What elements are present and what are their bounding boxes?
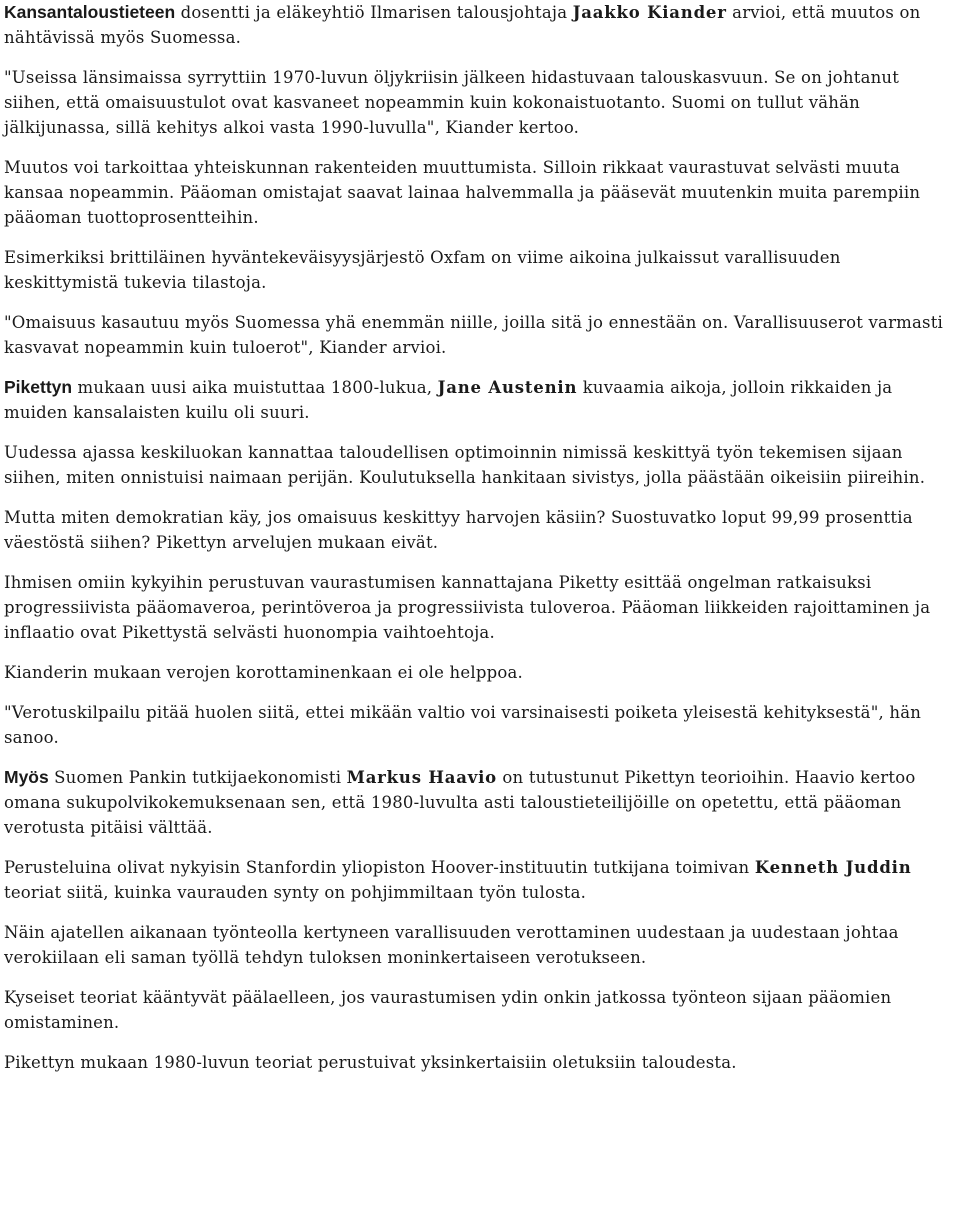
paragraph-text: Suomen Pankin tutkijaekonomisti (48, 768, 347, 787)
paragraph (4, 570, 952, 645)
paragraph (4, 505, 952, 555)
paragraph-text: Näin ajatellen aikanaan työnteolla kertyneen varallisuuden verottaminen uudestaan ja uudestaan johtaa verokiilaan eli saman työllä tehdyn tuloksen moninkertaiseen verotukseen. (4, 923, 899, 967)
paragraph-text: mukaan uusi aika muistuttaa 1800-lukua, (72, 378, 438, 397)
paragraph-text: "Omaisuus kasautuu myös Suomessa yhä enemmän niille, joilla sitä jo ennestään on. Varallisuuserot varmasti kasvavat nopeammin kuin tuloerot", Kiander arvioi. (4, 313, 944, 357)
paragraph (4, 440, 952, 490)
paragraph-text: Perusteluina olivat nykyisin Stanfordin yliopiston Hoover-instituutin tutkijana toimivan (4, 858, 755, 877)
paragraph (4, 0, 952, 50)
paragraph (4, 245, 952, 295)
paragraph-text: Muutos voi tarkoittaa yhteiskunnan rakenteiden muuttumista. Silloin rikkaat vaurastuvat selvästi muuta kansaa nopeammin. Pääoman omistajat saavat lainaa halvemmalla ja pääsevät muutenkin muita parempiin pääoman tuottoprosentteihin. (4, 158, 921, 227)
paragraph (4, 700, 952, 750)
paragraph-text: Pikettyn mukaan 1980-luvun teoriat perustuivat yksinkertaisiin oletuksiin taloudesta. (4, 1053, 737, 1072)
paragraph (4, 660, 952, 685)
person-name: Kenneth Juddin (754, 858, 912, 877)
paragraph (4, 155, 952, 230)
person-name: Jaakko Kiander (572, 3, 727, 22)
person-name: Markus Haavio (346, 768, 497, 787)
paragraph (4, 65, 952, 140)
paragraph-lead-word: Pikettyn (4, 377, 73, 397)
paragraph (4, 765, 952, 840)
paragraph-text: teoriat siitä, kuinka vaurauden synty on pohjimmiltaan työn tulosta. (4, 883, 587, 902)
person-name: Jane Austenin (437, 378, 578, 397)
paragraph-text: "Useissa länsimaissa syrryttiin 1970-luvun öljykriisin jälkeen hidastuvaan talouskasvuun. Se on johtanut siihen, että omaisuustulot ovat kasvaneet nopeammin kuin kokonaistuotanto. Suomi on tullut vähän jälkijunassa, sillä kehitys alkoi vasta 1990-luvulla", Kiander kertoo. (4, 68, 900, 137)
paragraph-text: kuvaamia aikoja, jolloin rikkaiden ja muiden kansalaisten kuilu oli suuri. (4, 378, 893, 422)
paragraph (4, 855, 952, 905)
paragraph (4, 920, 952, 970)
paragraph-text: dosentti ja eläkeyhtiö Ilmarisen talousjohtaja (175, 3, 573, 22)
paragraph-text: Uudessa ajassa keskiluokan kannattaa taloudellisen optimoinnin nimissä keskittyä työn tekemisen sijaan siihen, miten onnistuisi naimaan perijän. Koulutuksella hankitaan sivistys, jolla päästään oikeisiin piireihin. (4, 443, 926, 487)
paragraph-text: Esimerkiksi brittiläinen hyväntekeväisyysjärjestö Oxfam on viime aikoina julkaissut varallisuuden keskittymistä tukevia tilastoja. (4, 248, 841, 292)
paragraph (4, 375, 952, 425)
paragraph-text: Mutta miten demokratian käy, jos omaisuus keskittyy harvojen käsiin? Suostuvatko loput 99,99 prosenttia väestöstä siihen? Pikettyn arvelujen mukaan eivät. (4, 508, 913, 552)
paragraph-text: Kyseiset teoriat kääntyvät päälaelleen, jos vaurastumisen ydin onkin jatkossa työnteon sijaan pääomien omistaminen. (4, 988, 892, 1032)
paragraph-text: arvioi, että muutos on nähtävissä myös Suomessa. (4, 3, 921, 47)
paragraph-lead-word: Kansantaloustieteen (4, 2, 176, 22)
paragraph-text: on tutustunut Pikettyn teorioihin. Haavio kertoo omana sukupolvikokemuksenaan sen, että 1980-luvulta asti taloustieteilijöille on opetettu, että pääoman verotusta pitäisi välttää. (4, 768, 916, 837)
paragraph (4, 310, 952, 360)
paragraph-text: Ihmisen omiin kykyihin perustuvan vaurastumisen kannattajana Piketty esittää ongelman ratkaisuksi progressiivista pääomaveroa, perintöveroa ja progressiivista tuloveroa. Pääoman liikkeiden rajoittaminen ja inflaatio ovat Pikettystä selvästi huonompia vaihtoehtoja. (4, 573, 931, 642)
paragraph-lead-word: Myös (4, 767, 49, 787)
paragraph (4, 1050, 952, 1075)
paragraph-text: "Verotuskilpailu pitää huolen siitä, ettei mikään valtio voi varsinaisesti poiketa yleisestä kehityksestä", hän sanoo. (4, 703, 922, 747)
paragraph (4, 985, 952, 1035)
paragraph-text: Kianderin mukaan verojen korottaminenkaan ei ole helppoa. (4, 663, 523, 682)
